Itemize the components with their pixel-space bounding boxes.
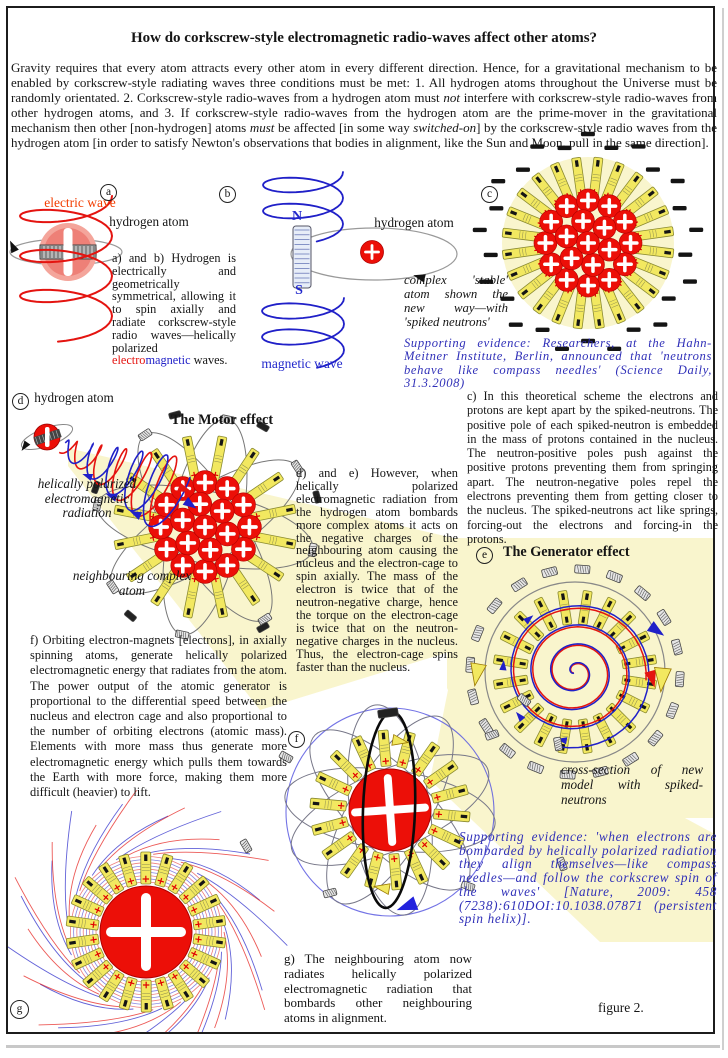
text-block-g: g) The neighbouring atom now radiates helically polarized electromagnetic radiation that bombards other neighbouring atoms in alignment. <box>284 951 472 1026</box>
south-pole-label: S <box>295 283 303 298</box>
complex-stable-label: complex 'stable' atom shown the new way—with 'spiked neutrons' <box>404 273 508 329</box>
hydrogen-atom-label-d: hydrogen atom <box>34 390 114 405</box>
intro-text: ] by the corkscrew-style radio waves from the hydrogen atom [in order to satisfy Newton's observations that bodies in alignment, like the Sun and Moon, pull in the same direction]. <box>11 119 718 150</box>
text-block-c: c) In this theoretical scheme the electrons and protons are kept apart by the spiked-neutrons. The positive pole of each spiked-neutron is embedded in the mass of protons contained in the nucleus. The neutron-positive poles push against the positive protons preventing them from springing apart. The neutron-negative poles repel the electrons preventing them from getting closer to the nucleus. The spiked-neutrons act like springs, forcing-out the electrons and forcing-in the protons. <box>467 389 718 546</box>
supporting-evidence-nature: Supporting evidence: 'when electrons are bombarded by helically polarized radiation they align themselves—like compass needles—and follow the corkscrew spin of the waves' [Nature, 2009: 458 (7238):610DOI:10.1038.07871 (persistent spin helix)]. <box>459 829 717 927</box>
scan-edge-bottom <box>6 1045 720 1048</box>
magnetic-wave-label: magnetic wave <box>261 356 343 371</box>
motor-effect-title: The Motor effect <box>170 412 274 428</box>
diagram-b-label: b <box>219 186 236 203</box>
figure-number-label: figure 2. <box>598 1000 644 1015</box>
electric-wave-label: electric wave <box>44 195 116 210</box>
ab-magnetic-blue: magnetic <box>145 353 191 368</box>
ab-electro-red: electro <box>112 353 146 368</box>
ab-text: a) and b) Hydrogen is electrically and geometrically symmetrical, allowing it to spin axially and radiate corkscrew-style radio waves—helically polarized <box>112 251 236 355</box>
intro-italic-switched-on: switched-on <box>413 119 477 135</box>
hydrogen-atom-label-b: hydrogen atom <box>374 215 454 230</box>
text-block-de: d) and e) However, when helically polarized electromagnetic radiation from the hydrogen atom bombards more complex atoms it acts on the negative charges of the neighbouring atom causing the nucleus and the electron-cage to spin axially. The mass of the electron is twice that of the neutron-negative charge, hence the torque on the electron-cage is twice that on the neutron-negative charges in the nucleus. Thus, the electron-cage spins faster than the nucleus. <box>296 466 458 674</box>
diagram-f-label: f <box>288 731 305 748</box>
intro-text: interfere with corkscrew-style radio-waves from other hydrogen atoms, and 3. If corkscrew-style radio-waves from the hydrogen atom are the prime-mover in the gravitational mechanism then other [non-hydrogen] atoms <box>11 89 717 135</box>
intro-italic-not: not <box>443 89 461 105</box>
generator-effect-title: The Generator effect <box>503 544 630 560</box>
scan-edge-right <box>722 8 724 1050</box>
hydrogen-atom-label-a: hydrogen atom <box>109 214 189 229</box>
intro-text: Gravity requires that every atom attracts every other atom in every different direction. Hence, for a gravitational mechanism to be enabled by corkscrew-style radiating waves three conditions must be met: 1. All hydrogen atoms throughout the Universe must be randomly orientated. 2. Corkscrew-style radio-waves from a hydrogen atom must <box>11 60 717 105</box>
diagram-c-label: c <box>481 186 498 203</box>
cross-section-label: cross-section of new model with spiked-neutrons <box>561 762 703 807</box>
diagram-g-label: g <box>10 1000 29 1019</box>
neighbouring-complex-atom-label: neighbouring complex atom <box>72 568 192 598</box>
text-block-ab <box>112 252 236 367</box>
intro-italic-must: must <box>249 119 275 135</box>
text-block-f: f) Orbiting electron-magnets [electrons], in axially spinning atoms, generate helically polarized electromagnetic energy that radiates from the atom. The power output of the atomic generator is proportional to the differential speed between the nucleus and electron cage and also proportional to the number of orbiting electrons (atomic mass). Elements with more mass thus generate more electromagnetic energy which pulls them towards the Earth with more force, making them more difficult (heavier) to lift. <box>30 633 287 800</box>
helically-polarized-label: helically polarized electromagnetic radiation <box>37 476 137 520</box>
supporting-evidence-hahn-meitner: Supporting evidence: Researchers, at the Hahn-Meitner Institute, Berlin, announced that 'neutrons behave like compass needles' (Science Daily, 31.3.2008) <box>404 336 712 391</box>
page-title: How do corkscrew-style electromagnetic radio-waves affect other atoms? <box>130 30 598 46</box>
ab-text: waves. <box>190 353 228 368</box>
north-pole-label: N <box>291 209 303 224</box>
intro-text: be affected [in some way <box>274 119 414 135</box>
diagram-e-label: e <box>476 547 493 564</box>
diagram-d-label: d <box>12 393 29 410</box>
intro-paragraph <box>11 61 717 150</box>
diagram-a-label: a <box>100 184 117 201</box>
